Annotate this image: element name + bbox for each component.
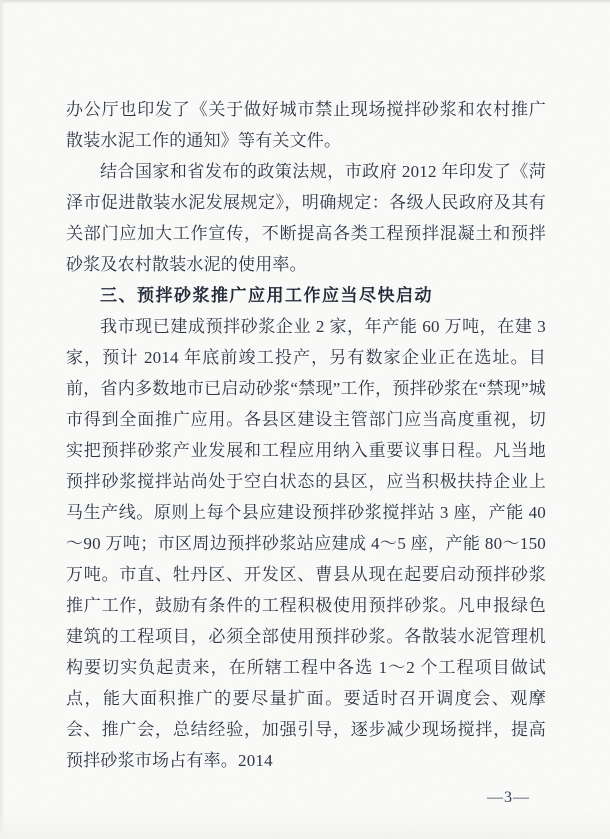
paragraph-section-body: 我市现已建成预拌砂浆企业 2 家，年产能 60 万吨，在建 3 家，预计 2014 年底前竣工投产，另有数家企业正在选址。目前，省内多数地市已启动砂浆“禁现”工作，预拌砂浆在“禁现”城市得到全面推广应用。各县区建设主管部门应当高度重视，切实把预拌砂浆产业发展和工程应用纳入重要议事日程。凡当地预拌砂浆搅拌站尚处于空白状态的县区，应当积极扶持企业上马生产线。原则上每个县应建设预拌砂浆搅拌站 3 座，产能 40～90 万吨；市区周边预拌砂浆站应建成 4～5 座，产能 80～150 万吨。市直、牡丹区、开发区、曹县从现在起要启动预拌砂浆推广工作，鼓励有条件的工程积极使用预拌砂浆。凡申报绿色建筑的工程项目，必须全部使用预拌砂浆。各散装水泥管理机构要切实负起责来，在所辖工程中各选 1～2 个工程项目做试点，能大面积推广的要尽量扩面。要适时召开调度会、观摩会、推广会，总结经验，加强引导，逐步减少现场搅拌，提高预拌砂浆市场占有率。2014	[66, 317, 546, 770]
scan-edge-shadow-left	[0, 0, 5, 839]
scan-edge-shadow-top	[0, 0, 610, 4]
section-heading: 三、预拌砂浆推广应用工作应当尽快启动	[100, 286, 433, 305]
page-number: —3—	[487, 789, 530, 806]
scan-edge-shadow-bottom	[0, 809, 610, 839]
paragraph-continuation: 办公厅也印发了《关于做好城市禁止现场搅拌砂浆和农村推广散装水泥工作的通知》等有关文件。	[66, 100, 546, 150]
paragraph-policy: 结合国家和省发布的政策法规，市政府 2012 年印发了《菏泽市促进散装水泥发展规定》，明确规定：各级人民政府及其有关部门应加大工作宣传，不断提高各类工程预拌混凝土和预拌砂浆及农村散装水泥的使用率。	[66, 162, 546, 274]
document-body	[66, 94, 546, 807]
